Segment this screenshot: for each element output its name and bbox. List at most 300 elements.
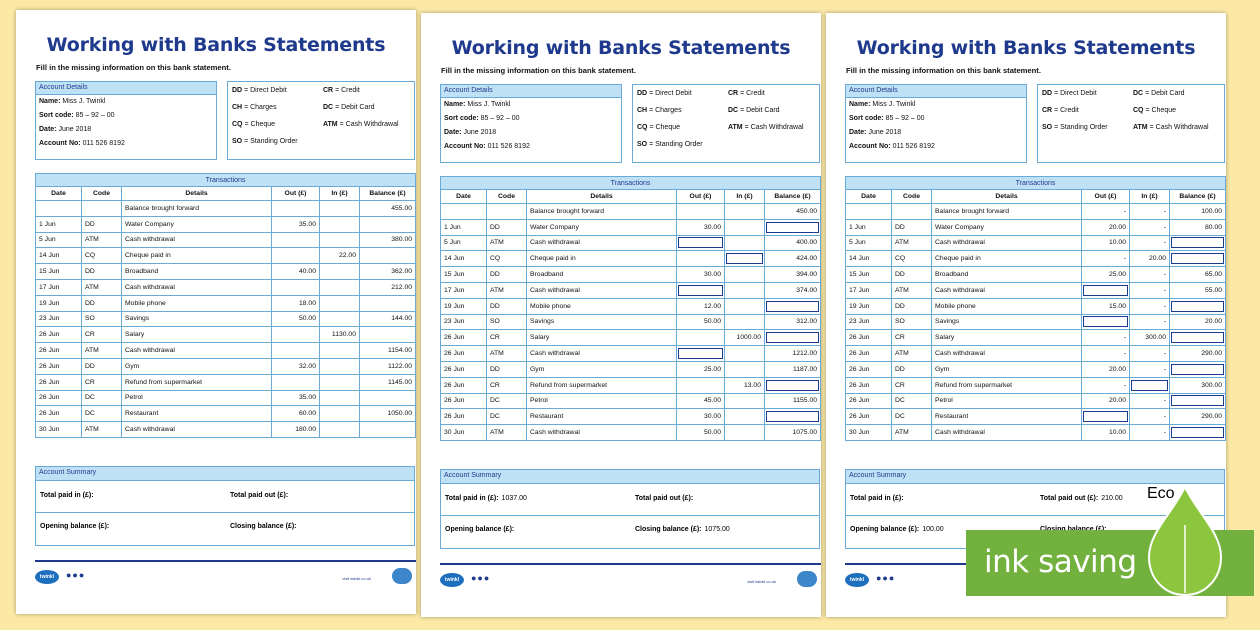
- table-cell: CQ: [487, 251, 527, 267]
- table-cell: ATM: [82, 279, 122, 295]
- answer-box[interactable]: [677, 235, 725, 251]
- table-cell: 26 Jun: [441, 409, 487, 425]
- table-cell: ATM: [82, 232, 122, 248]
- table-cell: [725, 267, 765, 283]
- table-cell: Balance brought forward: [527, 204, 677, 220]
- answer-box[interactable]: [1170, 298, 1226, 314]
- ink-saving-label: ink saving: [984, 544, 1137, 580]
- table-row: [36, 343, 416, 359]
- answer-box[interactable]: [1170, 330, 1226, 346]
- table-cell: 22.00: [320, 248, 360, 264]
- table-cell: 1122.00: [360, 358, 416, 374]
- answer-box[interactable]: [1170, 251, 1226, 267]
- table-cell: [320, 390, 360, 406]
- table-cell: [677, 251, 725, 267]
- table-cell: Mobile phone: [527, 298, 677, 314]
- table-row: [846, 346, 1226, 362]
- table-cell: [725, 361, 765, 377]
- answer-box[interactable]: [765, 298, 821, 314]
- table-cell: Cash withdrawal: [122, 422, 272, 438]
- column-header: Details: [122, 187, 272, 201]
- column-header: Details: [527, 190, 677, 204]
- account-number-line: Account No: 011 526 8192: [39, 140, 125, 147]
- table-cell: 25.00: [677, 361, 725, 377]
- table-cell: 32.00: [272, 358, 320, 374]
- answer-box[interactable]: [677, 282, 725, 298]
- table-cell: 1154.00: [360, 343, 416, 359]
- code-key-item: DC = Debit Card: [1133, 90, 1185, 97]
- table-cell: 15 Jun: [846, 267, 892, 283]
- table-cell: 26 Jun: [36, 390, 82, 406]
- blank-answer-field[interactable]: [1171, 395, 1224, 406]
- account-summary-header: Account Summary: [846, 470, 1224, 484]
- table-cell: 25.00: [1082, 267, 1130, 283]
- table-cell: DD: [82, 264, 122, 280]
- answer-box[interactable]: [677, 346, 725, 362]
- table-cell: Cash withdrawal: [527, 282, 677, 298]
- answer-box[interactable]: [1170, 425, 1226, 441]
- table-cell: Petrol: [527, 393, 677, 409]
- answer-box[interactable]: [725, 251, 765, 267]
- table-cell: SO: [892, 314, 932, 330]
- date-line: Date: June 2018: [444, 129, 497, 136]
- table-cell: 5 Jun: [441, 235, 487, 251]
- blank-answer-field[interactable]: [1171, 364, 1224, 375]
- table-cell: Gym: [527, 361, 677, 377]
- closing-balance-field[interactable]: Closing balance (£):: [230, 523, 297, 530]
- table-cell: ATM: [892, 346, 932, 362]
- table-cell: [441, 204, 487, 220]
- table-cell: 1145.00: [360, 374, 416, 390]
- blank-answer-field[interactable]: [726, 253, 763, 264]
- table-cell: Refund from supermarket: [122, 374, 272, 390]
- table-cell: [360, 295, 416, 311]
- table-cell: Broadband: [527, 267, 677, 283]
- answer-box[interactable]: [1170, 361, 1226, 377]
- table-cell: 26 Jun: [36, 374, 82, 390]
- table-cell: ATM: [82, 422, 122, 438]
- table-cell: Refund from supermarket: [527, 377, 677, 393]
- table-cell: DD: [892, 219, 932, 235]
- table-cell: Cash withdrawal: [527, 425, 677, 441]
- total-paid-in-field[interactable]: Total paid in (£):: [850, 495, 904, 502]
- table-row: [846, 251, 1226, 267]
- table-cell: DC: [82, 390, 122, 406]
- table-cell: -: [1082, 330, 1130, 346]
- table-row: [441, 409, 821, 425]
- table-cell: -: [1130, 235, 1170, 251]
- table-row: [441, 298, 821, 314]
- name-line: Name: Miss J. Twinkl: [39, 98, 106, 105]
- worksheet-title: Working with Banks Statements: [856, 37, 1196, 59]
- blank-answer-field[interactable]: [1131, 380, 1168, 391]
- table-cell: [677, 204, 725, 220]
- table-cell: ATM: [487, 235, 527, 251]
- table-cell: [725, 219, 765, 235]
- code-key-item: SO = Standing Order: [232, 138, 298, 145]
- total-paid-out-field[interactable]: Total paid out (£): 210.00: [1040, 495, 1123, 502]
- blank-answer-field[interactable]: [766, 332, 819, 343]
- account-details-header: Account Details: [846, 85, 1026, 98]
- name-line: Name: Miss J. Twinkl: [849, 101, 916, 108]
- table-row: [441, 204, 821, 220]
- table-cell: 30 Jun: [36, 422, 82, 438]
- blank-answer-field[interactable]: [766, 411, 819, 422]
- table-cell: 60.00: [272, 406, 320, 422]
- account-number-line: Account No: 011 526 8192: [444, 143, 530, 150]
- table-cell: Restaurant: [527, 409, 677, 425]
- table-row: [846, 330, 1226, 346]
- blank-answer-field[interactable]: [1171, 332, 1224, 343]
- table-cell: 180.00: [272, 422, 320, 438]
- table-cell: 20.00: [1082, 393, 1130, 409]
- table-cell: CR: [487, 330, 527, 346]
- table-cell: 380.00: [360, 232, 416, 248]
- blank-answer-field[interactable]: [678, 348, 723, 359]
- cloud-icon: [797, 571, 817, 587]
- eco-label: Eco: [1147, 485, 1175, 502]
- table-cell: -: [1130, 314, 1170, 330]
- table-cell: 10.00: [1082, 235, 1130, 251]
- account-details-box: [845, 84, 1027, 163]
- worksheet-title: Working with Banks Statements: [451, 37, 791, 59]
- code-key-item: DD = Direct Debit: [637, 90, 692, 97]
- table-cell: 394.00: [765, 267, 821, 283]
- blank-answer-field[interactable]: [678, 237, 723, 248]
- table-cell: 26 Jun: [846, 393, 892, 409]
- column-header: In (£): [320, 187, 360, 201]
- table-cell: Salary: [527, 330, 677, 346]
- table-cell: 450.00: [765, 204, 821, 220]
- blank-answer-field[interactable]: [1171, 427, 1224, 438]
- code-key-item: DC = Debit Card: [728, 107, 780, 114]
- blank-answer-field[interactable]: [1083, 316, 1128, 327]
- worksheet-1: [16, 10, 416, 614]
- table-cell: 14 Jun: [441, 251, 487, 267]
- blank-answer-field[interactable]: [1083, 411, 1128, 422]
- code-key-item: ATM = Cash Withdrawal: [728, 124, 804, 131]
- table-cell: 55.00: [1170, 282, 1226, 298]
- table-cell: 100.00: [1170, 204, 1226, 220]
- table-cell: Petrol: [932, 393, 1082, 409]
- footer-url: visit twinkl.co.uk: [747, 579, 776, 584]
- table-row: [36, 279, 416, 295]
- table-cell: [320, 343, 360, 359]
- table-cell: Cash withdrawal: [122, 279, 272, 295]
- table-cell: ATM: [892, 282, 932, 298]
- closing-balance-field[interactable]: Closing balance (£): 1075.00: [635, 526, 730, 533]
- table-cell: 1 Jun: [36, 216, 82, 232]
- table-cell: -: [1130, 393, 1170, 409]
- table-cell: 424.00: [765, 251, 821, 267]
- code-key-item: SO = Standing Order: [1042, 124, 1108, 131]
- answer-box[interactable]: [1082, 282, 1130, 298]
- table-cell: [320, 374, 360, 390]
- table-cell: 26 Jun: [441, 377, 487, 393]
- table-cell: 1155.00: [765, 393, 821, 409]
- table-cell: 20.00: [1170, 314, 1226, 330]
- table-cell: 26 Jun: [846, 346, 892, 362]
- table-cell: 35.00: [272, 216, 320, 232]
- column-header: Code: [892, 190, 932, 204]
- table-cell: 23 Jun: [441, 314, 487, 330]
- table-cell: [360, 248, 416, 264]
- table-cell: 19 Jun: [846, 298, 892, 314]
- sort-code-line: Sort code: 85 – 92 – 00: [849, 115, 925, 122]
- worksheet-title: Working with Banks Statements: [46, 34, 386, 56]
- table-row: [36, 422, 416, 438]
- table-row: [36, 295, 416, 311]
- table-cell: -: [1130, 346, 1170, 362]
- table-cell: -: [1130, 298, 1170, 314]
- table-cell: 80.00: [1170, 219, 1226, 235]
- table-cell: 17 Jun: [846, 282, 892, 298]
- table-cell: [320, 422, 360, 438]
- page-footer: [35, 560, 416, 584]
- table-cell: [360, 327, 416, 343]
- table-cell: -: [1082, 377, 1130, 393]
- opening-balance-field[interactable]: Opening balance (£):: [445, 526, 515, 533]
- table-cell: Cash withdrawal: [932, 425, 1082, 441]
- table-cell: 144.00: [360, 311, 416, 327]
- blank-answer-field[interactable]: [766, 222, 819, 233]
- blank-answer-field[interactable]: [678, 285, 723, 296]
- instructions: Fill in the missing information on this bank statement.: [441, 66, 636, 75]
- total-paid-out-field[interactable]: Total paid out (£):: [635, 495, 694, 502]
- table-row: [441, 219, 821, 235]
- table-cell: 26 Jun: [36, 327, 82, 343]
- table-cell: DD: [892, 361, 932, 377]
- table-cell: [892, 204, 932, 220]
- table-cell: [320, 201, 360, 217]
- table-cell: 65.00: [1170, 267, 1226, 283]
- column-header: Out (£): [272, 187, 320, 201]
- date-line: Date: June 2018: [849, 129, 902, 136]
- answer-box[interactable]: [1082, 314, 1130, 330]
- table-row: [441, 425, 821, 441]
- table-cell: DD: [892, 267, 932, 283]
- table-row: [846, 377, 1226, 393]
- table-cell: 14 Jun: [36, 248, 82, 264]
- table-cell: CR: [82, 327, 122, 343]
- table-cell: Water Company: [122, 216, 272, 232]
- account-summary-box: [440, 469, 820, 549]
- column-header: Balance (£): [765, 190, 821, 204]
- table-cell: ATM: [487, 282, 527, 298]
- table-cell: 362.00: [360, 264, 416, 280]
- table-row: [441, 330, 821, 346]
- table-cell: 13.00: [725, 377, 765, 393]
- table-cell: -: [1130, 409, 1170, 425]
- table-cell: Cheque paid in: [932, 251, 1082, 267]
- table-cell: 300.00: [1130, 330, 1170, 346]
- account-summary-header: Account Summary: [36, 467, 414, 481]
- table-cell: Water Company: [527, 219, 677, 235]
- table-cell: 1187.00: [765, 361, 821, 377]
- answer-box[interactable]: [765, 219, 821, 235]
- table-cell: [725, 393, 765, 409]
- table-cell: [487, 204, 527, 220]
- table-row: [441, 393, 821, 409]
- code-key-item: CQ = Cheque: [1133, 107, 1177, 114]
- table-row: [846, 361, 1226, 377]
- opening-balance-field[interactable]: Opening balance (£):: [40, 523, 110, 530]
- account-summary-header: Account Summary: [441, 470, 819, 484]
- table-cell: Salary: [932, 330, 1082, 346]
- table-cell: [320, 264, 360, 280]
- table-cell: [725, 235, 765, 251]
- answer-box[interactable]: [765, 409, 821, 425]
- table-cell: Cash withdrawal: [932, 235, 1082, 251]
- table-row: [846, 282, 1226, 298]
- table-cell: DD: [82, 216, 122, 232]
- footer-url: visit twinkl.co.uk: [342, 576, 371, 581]
- account-details-box: [440, 84, 622, 163]
- table-cell: [320, 216, 360, 232]
- table-cell: 5 Jun: [846, 235, 892, 251]
- table-cell: [846, 204, 892, 220]
- code-key-item: CH = Charges: [637, 107, 682, 114]
- table-row: [36, 264, 416, 280]
- account-details-header: Account Details: [36, 82, 216, 95]
- table-cell: DD: [82, 295, 122, 311]
- opening-balance-field[interactable]: Opening balance (£): 100.00: [850, 526, 944, 533]
- table-cell: 17 Jun: [36, 279, 82, 295]
- transactions-caption: Transactions: [36, 174, 416, 187]
- table-cell: DC: [487, 409, 527, 425]
- table-cell: CR: [892, 377, 932, 393]
- table-cell: 30.00: [677, 267, 725, 283]
- table-cell: [272, 327, 320, 343]
- name-line: Name: Miss J. Twinkl: [444, 101, 511, 108]
- table-cell: [360, 216, 416, 232]
- table-row: [441, 361, 821, 377]
- table-row: [846, 298, 1226, 314]
- table-cell: 17 Jun: [441, 282, 487, 298]
- blank-answer-field[interactable]: [766, 301, 819, 312]
- transactions-caption: Transactions: [846, 177, 1226, 190]
- table-cell: DD: [487, 361, 527, 377]
- code-key-item: CQ = Cheque: [232, 121, 276, 128]
- page-footer: [440, 563, 821, 587]
- table-cell: DD: [487, 298, 527, 314]
- total-paid-in-field[interactable]: Total paid in (£):: [40, 492, 94, 499]
- date-line: Date: June 2018: [39, 126, 92, 133]
- table-cell: Broadband: [122, 264, 272, 280]
- answer-box[interactable]: [765, 330, 821, 346]
- table-cell: [725, 425, 765, 441]
- table-cell: DD: [487, 267, 527, 283]
- table-cell: 1000.00: [725, 330, 765, 346]
- transaction-codes-key: [227, 81, 415, 160]
- table-cell: 1050.00: [360, 406, 416, 422]
- code-key-item: CR = Credit: [728, 90, 765, 97]
- page-dots: ●●●: [471, 573, 491, 583]
- table-cell: -: [1082, 204, 1130, 220]
- table-cell: ATM: [82, 343, 122, 359]
- table-cell: [320, 358, 360, 374]
- total-paid-out-field[interactable]: Total paid out (£):: [230, 492, 289, 499]
- table-row: [441, 346, 821, 362]
- table-cell: Broadband: [932, 267, 1082, 283]
- table-row: [36, 248, 416, 264]
- transaction-codes-key: [632, 84, 820, 163]
- code-key-item: CR = Credit: [1042, 107, 1079, 114]
- blank-answer-field[interactable]: [1171, 301, 1224, 312]
- code-key-item: ATM = Cash Withdrawal: [323, 121, 399, 128]
- table-cell: Mobile phone: [122, 295, 272, 311]
- table-cell: SO: [82, 311, 122, 327]
- table-cell: CQ: [82, 248, 122, 264]
- code-key-item: SO = Standing Order: [637, 141, 703, 148]
- table-row: [441, 377, 821, 393]
- table-cell: 26 Jun: [846, 409, 892, 425]
- total-paid-in-field[interactable]: Total paid in (£): 1037.00: [445, 495, 527, 502]
- blank-answer-field[interactable]: [1083, 285, 1128, 296]
- worksheet-2: [421, 13, 821, 617]
- answer-box[interactable]: [1170, 235, 1226, 251]
- table-cell: 30 Jun: [846, 425, 892, 441]
- cloud-icon: [392, 568, 412, 584]
- sort-code-line: Sort code: 85 – 92 – 00: [39, 112, 115, 119]
- table-cell: [725, 298, 765, 314]
- column-header: In (£): [725, 190, 765, 204]
- account-summary-box: [35, 466, 415, 546]
- table-cell: 1 Jun: [846, 219, 892, 235]
- table-row: [846, 219, 1226, 235]
- table-cell: CR: [892, 330, 932, 346]
- table-cell: 50.00: [272, 311, 320, 327]
- blank-answer-field[interactable]: [1171, 253, 1224, 264]
- column-header: Code: [487, 190, 527, 204]
- table-cell: 1130.00: [320, 327, 360, 343]
- table-cell: Cash withdrawal: [122, 232, 272, 248]
- table-row: [441, 251, 821, 267]
- table-cell: [677, 377, 725, 393]
- table-cell: 30.00: [677, 409, 725, 425]
- answer-box[interactable]: [1130, 377, 1170, 393]
- table-cell: Balance brought forward: [932, 204, 1082, 220]
- blank-answer-field[interactable]: [766, 380, 819, 391]
- table-cell: 20.00: [1082, 361, 1130, 377]
- table-cell: -: [1130, 282, 1170, 298]
- table-cell: -: [1082, 346, 1130, 362]
- code-key-item: DD = Direct Debit: [1042, 90, 1097, 97]
- blank-answer-field[interactable]: [1171, 237, 1224, 248]
- table-cell: DC: [892, 393, 932, 409]
- table-cell: 12.00: [677, 298, 725, 314]
- table-cell: CR: [487, 377, 527, 393]
- column-header: Date: [846, 190, 892, 204]
- answer-box[interactable]: [1170, 393, 1226, 409]
- table-cell: [272, 201, 320, 217]
- instructions: Fill in the missing information on this bank statement.: [846, 66, 1041, 75]
- table-cell: [725, 282, 765, 298]
- table-row: [36, 327, 416, 343]
- answer-box[interactable]: [1082, 409, 1130, 425]
- table-cell: DC: [892, 409, 932, 425]
- table-row: [36, 390, 416, 406]
- table-row: [36, 216, 416, 232]
- table-cell: DC: [82, 406, 122, 422]
- table-cell: 290.00: [1170, 346, 1226, 362]
- table-row: [846, 204, 1226, 220]
- table-cell: [320, 295, 360, 311]
- table-cell: 50.00: [677, 425, 725, 441]
- table-cell: 40.00: [272, 264, 320, 280]
- answer-box[interactable]: [765, 377, 821, 393]
- table-cell: [725, 314, 765, 330]
